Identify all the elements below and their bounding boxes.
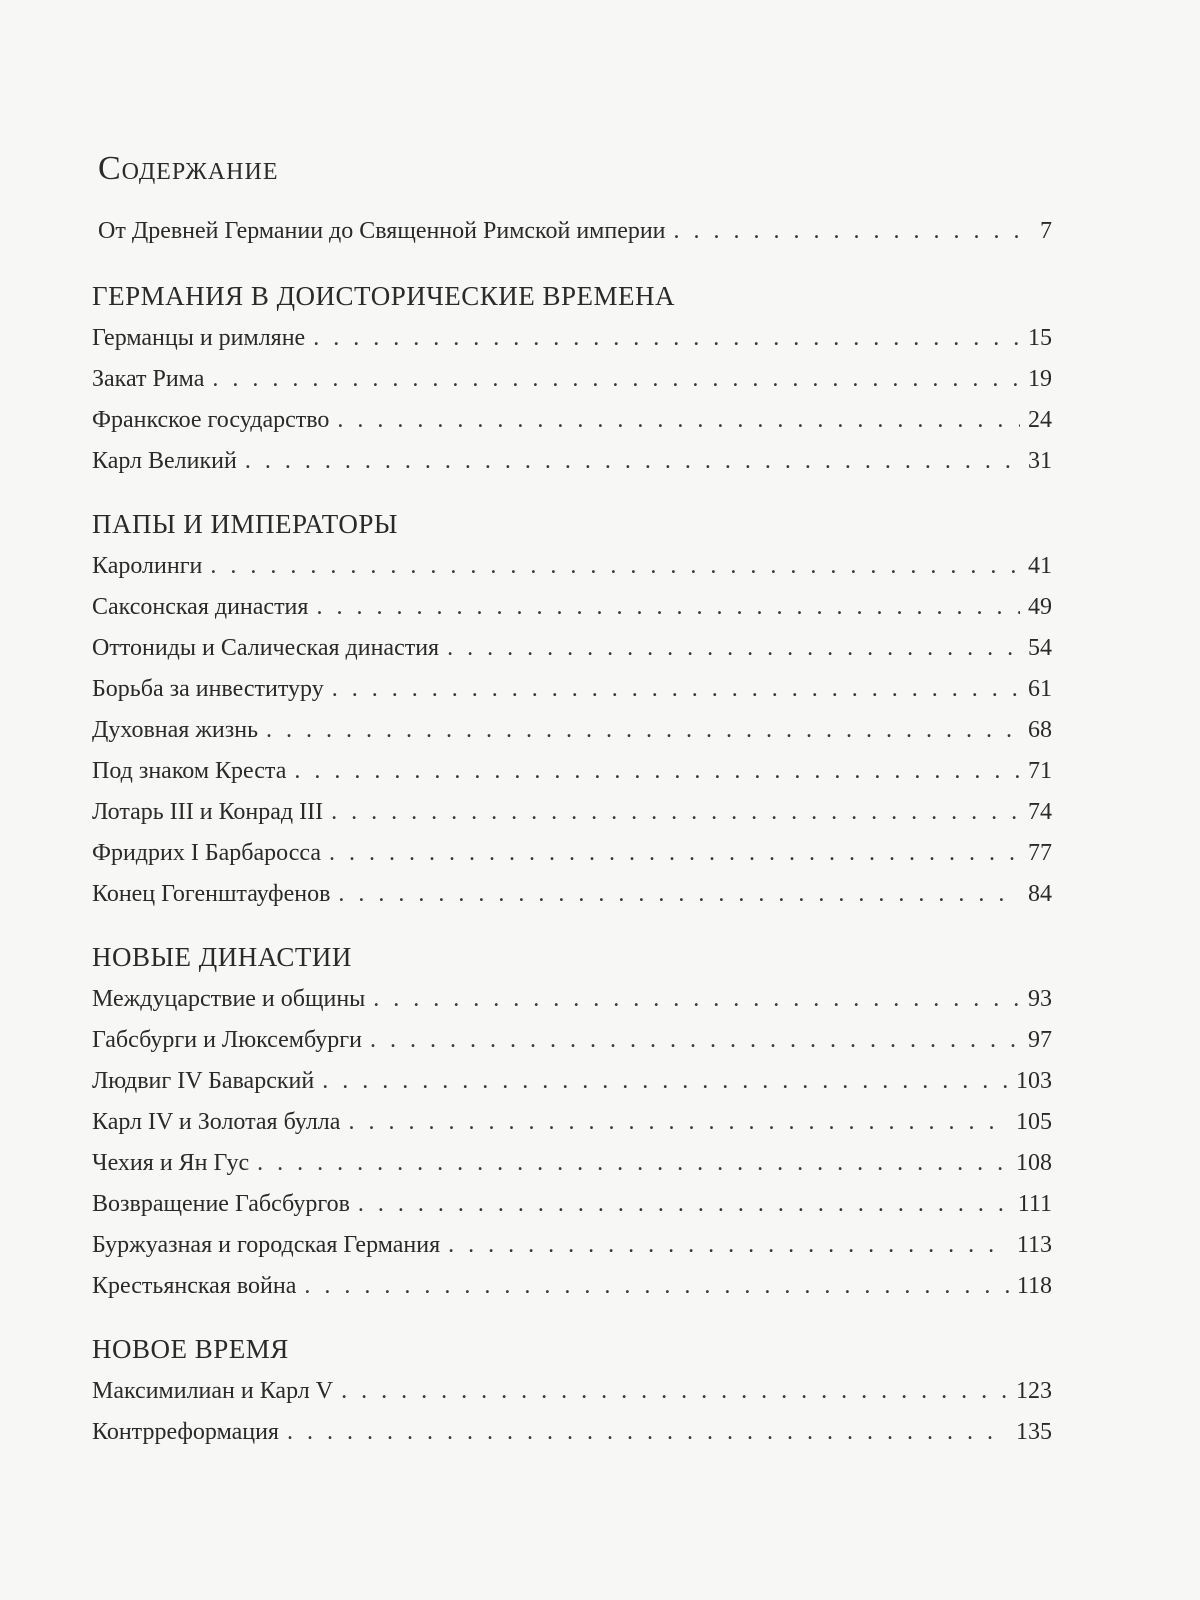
toc-entry-label: От Древней Германии до Священной Римской империи <box>98 218 666 244</box>
toc-entry-label: Лотарь III и Конрад III <box>92 799 324 825</box>
toc-section <box>92 281 1052 489</box>
toc-entry-label: Максимилиан и Карл V <box>92 1378 334 1404</box>
toc-entry-label: Карл Великий <box>92 448 237 474</box>
toc-entry <box>92 799 1052 840</box>
toc-entry <box>92 1191 1052 1232</box>
dot-leader <box>338 881 1020 908</box>
toc-entry-label: Духовная жизнь <box>92 717 259 743</box>
toc-entry <box>92 1027 1052 1068</box>
toc-entry-page: 123 <box>1016 1378 1052 1404</box>
toc-entry-label: Борьба за инвеституру <box>92 676 324 702</box>
dot-leader <box>331 799 1020 826</box>
toc-entry-page: 15 <box>1028 325 1052 351</box>
dot-leader <box>266 717 1020 744</box>
toc-section <box>92 509 1052 922</box>
dot-leader <box>304 1273 1009 1300</box>
toc-entry-label: Фридрих I Барбаросса <box>92 840 321 866</box>
toc-section <box>92 942 1052 1314</box>
dot-leader <box>370 1027 1020 1054</box>
toc-title: Содержание <box>98 150 279 187</box>
toc-entry <box>92 717 1052 758</box>
toc-entry <box>92 635 1052 676</box>
toc-entry-label: Чехия и Ян Гус <box>92 1150 250 1176</box>
dot-leader <box>210 553 1020 580</box>
toc-entry-page: 77 <box>1028 840 1052 866</box>
dot-leader <box>245 448 1020 475</box>
toc-entry-page: 97 <box>1028 1027 1052 1053</box>
dot-leader <box>332 676 1020 703</box>
dot-leader <box>358 1191 1010 1218</box>
dot-leader <box>341 1378 1008 1405</box>
dot-leader <box>674 218 1024 245</box>
toc-entry-label: Людвиг IV Баварский <box>92 1068 315 1094</box>
toc-entry <box>92 553 1052 594</box>
toc-entry-label: Карл IV и Золотая булла <box>92 1109 341 1135</box>
section-title: НОВЫЕ ДИНАСТИИ <box>92 942 352 972</box>
toc-entry <box>92 1419 1052 1460</box>
toc-entry-label: Возвращение Габсбургов <box>92 1191 350 1217</box>
toc-entry-page: 24 <box>1028 407 1052 433</box>
toc-entry <box>92 594 1052 635</box>
dot-leader <box>313 325 1020 352</box>
toc-entry-page: 74 <box>1028 799 1052 825</box>
toc-entry-label: Габсбурги и Люксембурги <box>92 1027 362 1053</box>
toc-entry-page: 41 <box>1028 553 1052 579</box>
dot-leader <box>322 1068 1008 1095</box>
section-title: ПАПЫ И ИМПЕРАТОРЫ <box>92 509 398 539</box>
toc-entry-page: 103 <box>1016 1068 1052 1094</box>
toc-entry-label: Франкское государство <box>92 407 330 433</box>
dot-leader <box>294 758 1020 785</box>
dot-leader <box>447 635 1020 662</box>
toc-entry <box>92 1068 1052 1109</box>
table-of-contents <box>92 150 1052 1480</box>
toc-entry-page: 93 <box>1028 986 1052 1012</box>
dot-leader <box>373 986 1020 1013</box>
toc-entry-label: Под знаком Креста <box>92 758 287 784</box>
toc-entry <box>92 1150 1052 1191</box>
toc-entry-page: 68 <box>1028 717 1052 743</box>
dot-leader <box>337 407 1020 434</box>
toc-entry-label: Междуцарствие и общины <box>92 986 366 1012</box>
toc-entry-page: 113 <box>1016 1232 1052 1258</box>
dot-leader <box>212 366 1020 393</box>
toc-entry-label: Конец Гогенштауфенов <box>92 881 331 907</box>
toc-entry-page: 49 <box>1028 594 1052 620</box>
toc-entry-label: Саксонская династия <box>92 594 309 620</box>
toc-entry-label: Буржуазная и городская Германия <box>92 1232 441 1258</box>
dot-leader <box>316 594 1020 621</box>
toc-entry <box>92 676 1052 717</box>
toc-entry-label: Закат Рима <box>92 366 205 392</box>
toc-entry <box>92 325 1052 366</box>
toc-entry <box>92 986 1052 1027</box>
dot-leader <box>257 1150 1008 1177</box>
toc-entry-label: Крестьянская война <box>92 1273 297 1299</box>
toc-entry <box>92 366 1052 407</box>
toc-entry <box>92 448 1052 489</box>
toc-intro-entry <box>98 218 1052 259</box>
toc-entry-page: 108 <box>1016 1150 1052 1176</box>
toc-entry-page: 7 <box>1040 218 1052 244</box>
toc-entry <box>92 758 1052 799</box>
section-title: НОВОЕ ВРЕМЯ <box>92 1334 289 1364</box>
toc-entry <box>92 1232 1052 1273</box>
toc-entry <box>92 1378 1052 1419</box>
section-title: ГЕРМАНИЯ В ДОИСТОРИЧЕСКИЕ ВРЕМЕНА <box>92 281 676 311</box>
dot-leader <box>348 1109 1008 1136</box>
toc-entry-page: 71 <box>1028 758 1052 784</box>
toc-entry <box>92 1109 1052 1150</box>
toc-entry-label: Германцы и римляне <box>92 325 306 351</box>
toc-entry-label: Контрреформация <box>92 1419 279 1445</box>
toc-entry-page: 111 <box>1017 1191 1052 1217</box>
dot-leader <box>448 1232 1009 1259</box>
toc-section <box>92 1334 1052 1460</box>
toc-entry-page: 19 <box>1028 366 1052 392</box>
toc-entry-label: Каролинги <box>92 553 203 579</box>
toc-entry <box>92 840 1052 881</box>
dot-leader <box>287 1419 1008 1446</box>
toc-entry-page: 135 <box>1016 1419 1052 1445</box>
toc-entry <box>92 407 1052 448</box>
dot-leader <box>329 840 1020 867</box>
toc-entry <box>92 881 1052 922</box>
toc-entry-page: 105 <box>1016 1109 1052 1135</box>
toc-entry-page: 54 <box>1028 635 1052 661</box>
toc-entry <box>92 1273 1052 1314</box>
toc-entry-page: 84 <box>1028 881 1052 907</box>
toc-entry-label: Оттониды и Салическая династия <box>92 635 440 661</box>
toc-entry-page: 118 <box>1016 1273 1052 1299</box>
toc-entry-page: 31 <box>1028 448 1052 474</box>
toc-entry-page: 61 <box>1028 676 1052 702</box>
